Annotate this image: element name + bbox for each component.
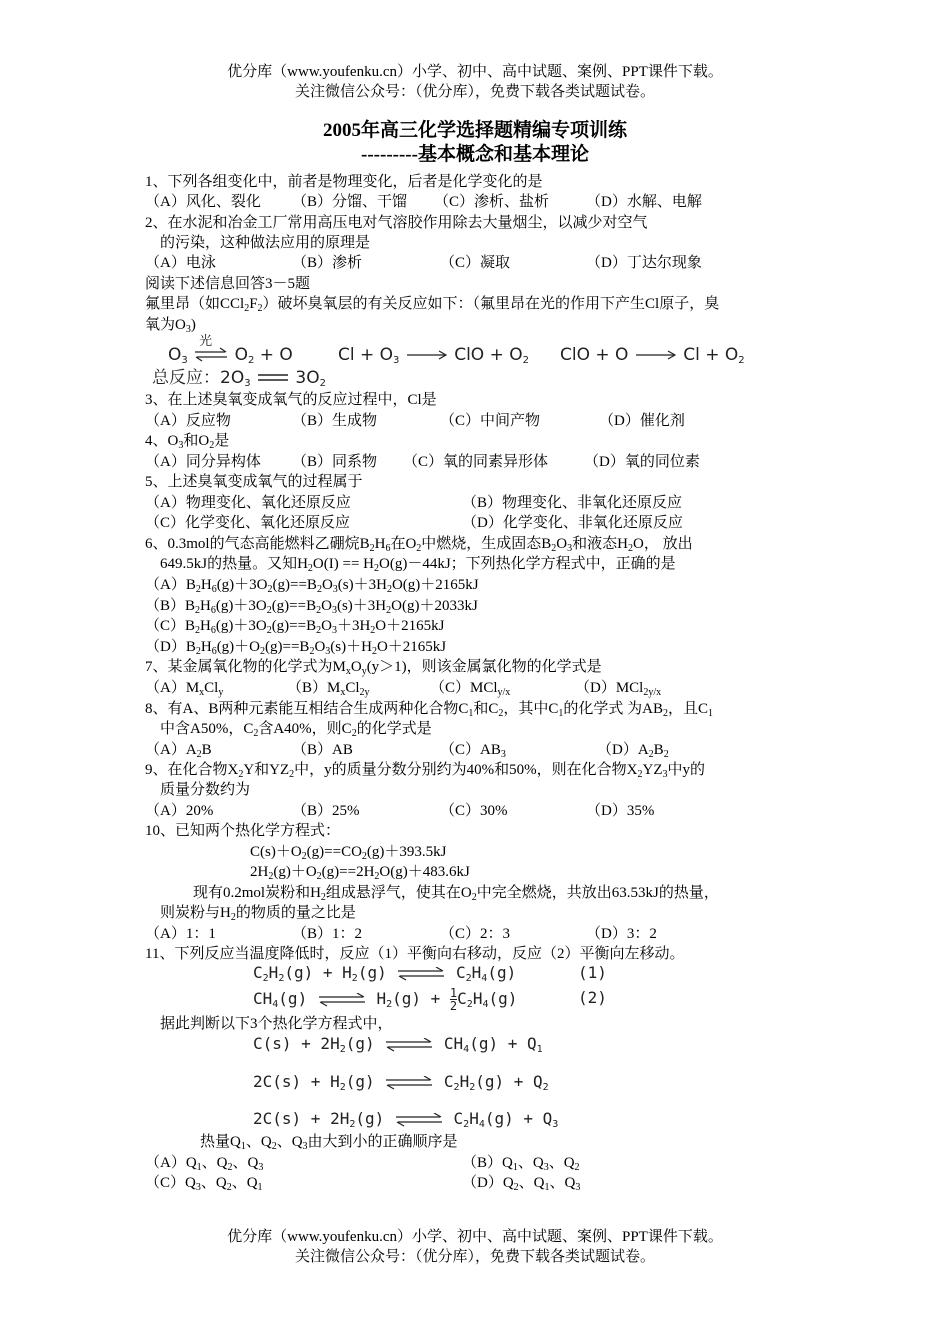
q11-option-b: $(B)Q_1$、$Q_3$、$Q_2$	[462, 1155, 580, 1173]
q2-option-a: （A）电泳	[145, 255, 216, 271]
q11-reaction-2-mark: (2)	[578, 988, 607, 1007]
q4-option-d: （D）氧的同位素	[584, 454, 700, 470]
info-freon: 氟里昂（如$CCl_2F_2$）破坏臭氧层的有关反应如下：（氟里昂在光的作用下产生Cl原子，臭	[145, 296, 720, 314]
equals-arrow-icon	[256, 372, 290, 384]
page-subtitle: ---------基本概念和基本理论	[361, 144, 589, 165]
q1-option-c: （C）渗析、盐析	[434, 194, 550, 210]
q2-option-b: （B）渗析	[292, 255, 363, 271]
reversible-arrow-icon	[384, 1038, 434, 1052]
q6-stem: 6、0.3mol的气态高能燃料乙硼烷$B_2H_6$在$O_2$中燃烧，生成固态$B_2O_3$和液态$H_2O$， 放出	[145, 536, 693, 554]
q3-option-b: （B）生成物	[292, 413, 378, 429]
arrow-icon	[405, 349, 449, 361]
q8-stem-cont: 中含A50%，$C_2$含A40%，则$C_2$的化学式是	[160, 721, 432, 739]
footer-line-2: 关注微信公众号：（优分库），免费下载各类试题试卷。	[294, 1249, 655, 1265]
q7-stem: 7、某金属氧化物的化学式为$M_xO_y(y>1)$，则该金属氯化物的化学式是	[145, 659, 602, 677]
header-line-2: 关注微信公众号：（优分库），免费下载各类试题试卷。	[294, 84, 655, 100]
q2-stem: 2、在水泥和冶金工厂常用高压电对气溶胶作用除去大量烟尘，以减少对空气	[145, 215, 648, 231]
q4-option-c: （C）氧的同素异形体	[403, 454, 549, 470]
q11-stem: 11、下列反应当温度降低时，反应（1）平衡向右移动，反应（2）平衡向左移动。	[145, 946, 685, 962]
q3-option-a: （A）反应物	[145, 413, 231, 429]
q8-option-b: （B）AB	[292, 742, 353, 758]
q1-stem: 1、下列各组变化中，前者是物理变化，后者是化学变化的是	[145, 174, 543, 190]
page-title: 2005年高三化学选择题精编专项训练	[322, 120, 627, 141]
info-read: 阅读下述信息回答3－5题	[145, 276, 311, 292]
q2-option-c: （C）凝取	[440, 255, 511, 271]
q6-option-d: $(D)B_2H_6(g)+O_2(g)==B_2O_3(s)+H_2O+2165kJ$	[145, 639, 447, 657]
q9-stem: 9、在化合物$X_2Y$和$YZ_2$中，y的质量分数分别约为40%和50%，则在化合物$X_2YZ_3$中y的	[145, 762, 706, 780]
q11-thermo-3: $2C(s) + 2H_2(g) C_2H_4(g) + Q_3$	[253, 1109, 559, 1130]
reversible-arrow-icon	[396, 967, 446, 981]
q6-option-b: $(B)B_2H_6(g)+3O_2(g)==B_2O_3(s)+3H_2O(g)+2033kJ$	[145, 598, 478, 616]
reaction-total: 总反应：$2O_3$ $3O_2$	[152, 368, 326, 389]
q7-option-d: （D）MCl$_{2y/x}$	[575, 680, 662, 698]
q4-stem: 4、$O_3$和$O_2$是	[145, 433, 230, 451]
q4-option-b: （B）同系物	[292, 454, 378, 470]
q11-option-d: $(D)Q_2$、$Q_1$、$Q_3$	[462, 1175, 581, 1193]
q9-option-c: （C）30%	[440, 803, 508, 819]
q10-condition: 现有0.2mol炭粉和$H_2$组成悬浮气，使其在$O_2$中完全燃烧，共放出63.53kJ的热量，	[193, 885, 719, 903]
q11-thermo-1: $C(s) + 2H_2(g) CH_4(g) + Q_1$	[253, 1034, 543, 1055]
reaction-cl-ozone: $Cl + O_3$ ClO + $O_2$	[338, 345, 529, 366]
reversible-arrow-icon	[384, 1076, 434, 1090]
q10-stem: 10、已知两个热化学方程式：	[145, 823, 341, 839]
q10-equation-2: $2H_2(g)+O_2(g)==2H_2O(g)+483.6kJ$	[250, 864, 470, 882]
reversible-arrow-icon	[317, 993, 367, 1007]
q11-reaction-1: $C_2H_2(g) + H_2(g)$ $C_2H_4(g)$	[253, 963, 517, 984]
q5-option-c: （C）化学变化、氧化还原反应	[145, 515, 351, 531]
header-line-1: 优分库（www.youfenku.cn）小学、初中、高中试题、案例、PPT课件下载。	[227, 64, 723, 80]
q10-option-c: （C）2：3	[440, 926, 511, 942]
arrow-icon	[634, 349, 678, 361]
q11-reaction-2: $CH_4(g) H_2(g)$ + $\frac{1}{2}$ $C_2H_4(g)$	[253, 986, 518, 1013]
q7-option-a: $(A)M_xCl_y$	[145, 680, 224, 698]
fraction-one-half: $\frac{1}{2}$	[449, 986, 458, 1013]
footer-line-1: 优分库（www.youfenku.cn）小学、初中、高中试题、案例、PPT课件下载。	[227, 1229, 723, 1245]
q10-equation-1: $C(s)+O_2(g)==CO_2(g)+393.5kJ$	[250, 844, 447, 862]
q2-stem-cont: 的污染，这种做法应用的原理是	[160, 235, 371, 251]
q7-option-c: （C）MCl$_{y/x}$	[430, 680, 511, 698]
q7-option-b: $(B)M_xCl_{2y}$	[287, 680, 370, 698]
q11-thermo-2: $2C(s) + H_2(g) C_2H_2(g) + Q_2$	[253, 1072, 549, 1093]
q8-option-d: $(D)A_2B_2$	[597, 742, 669, 760]
q9-stem-cont: 质量分数约为	[160, 782, 251, 798]
q6-option-a: $(A)B_2H_6(g)+3O_2(g)==B_2O_3(s)+3H_2O(g)+2165kJ$	[145, 577, 479, 595]
q5-option-b: （B）物理变化、非氧化还原反应	[462, 495, 683, 511]
q10-option-a: （A）1：1	[145, 926, 216, 942]
q5-stem: 5、上述臭氧变成氧气的过程属于	[145, 474, 363, 490]
q10-option-d: （D）3：2	[586, 926, 657, 942]
reaction-ozone-light: $O_3$ 光 $O_2 + O$	[168, 334, 293, 366]
q3-option-d: （D）催化剂	[599, 413, 685, 429]
q5-option-d: （D）化学变化、非氧化还原反应	[462, 515, 683, 531]
q6-option-c: $(C)B_2H_6(g)+3O_2(g)==B_2O_3+3H_2O+2165kJ$	[145, 618, 445, 636]
q4-option-a: （A）同分异构体	[145, 454, 261, 470]
q1-option-d: （D）水解、电解	[586, 194, 702, 210]
q1-option-a: （A）风化、裂化	[145, 194, 261, 210]
q10-condition-cont: 则炭粉与$H_2$的物质的量之比是	[160, 905, 356, 923]
q11-option-a: $(A)Q_1$、$Q_2$、$Q_3$	[145, 1155, 264, 1173]
reversible-arrow-icon	[394, 1113, 444, 1127]
reaction-clo-o: ClO + O $Cl + O_2$	[560, 345, 745, 366]
q3-stem: 3、在上述臭氧变成氧气的反应过程中，Cl是	[145, 392, 437, 408]
q8-option-a: $(A)A_2B$	[145, 742, 212, 760]
q11-option-c: $(C)Q_3$、$Q_2$、$Q_1$	[145, 1175, 263, 1193]
q1-option-b: （B）分馏、干馏	[292, 194, 408, 210]
q9-option-b: （B）25%	[292, 803, 360, 819]
q9-option-a: （A）20%	[145, 803, 214, 819]
q8-option-c: $(C)AB_3$	[440, 742, 506, 760]
q11-judge: 据此判断以下3个热化学方程式中，	[160, 1016, 393, 1032]
info-ozone: 氧为$O_3$)	[145, 317, 196, 335]
q3-option-c: （C）中间产物	[440, 413, 541, 429]
q8-stem: 8、有A、B两种元素能互相结合生成两种化合物$C_1$和$C_2$，其中$C_1$的化学式 为$AB_2$，且$C_1$	[145, 701, 713, 719]
q9-option-d: （D）35%	[586, 803, 655, 819]
q5-option-a: （A）物理变化、氧化还原反应	[145, 495, 351, 511]
q11-reaction-1-mark: (1)	[578, 963, 607, 982]
q11-order: 热量$Q_1$、$Q_2$、$Q_3$由大到小的正确顺序是	[200, 1134, 458, 1152]
q10-option-b: （B）1：2	[292, 926, 363, 942]
q2-option-d: （D）丁达尔现象	[586, 255, 702, 271]
q6-stem-cont: 649.5kJ的热量。又知$H_2O(I) == H_2O(g)-44kJ$；下列热化学方程式中，正确的是	[160, 556, 676, 574]
